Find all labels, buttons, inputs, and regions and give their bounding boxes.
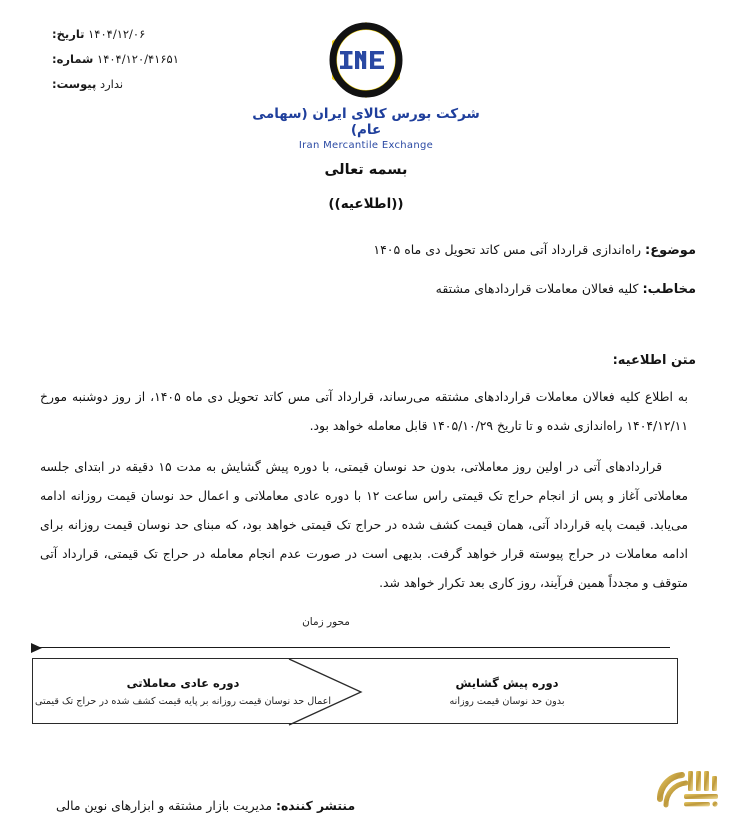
meta-row-date — [52, 22, 252, 47]
footer-publisher-label: منتشر کننده: — [276, 798, 356, 813]
company-logo — [246, 20, 486, 153]
body-paragraph-2 — [40, 452, 688, 597]
preopening-title: دوره پیش گشایش — [455, 676, 559, 690]
meta-row-attachment — [52, 72, 252, 97]
footer-publisher — [36, 798, 696, 813]
audience-line — [36, 278, 696, 301]
audience-label: مخاطب: — [642, 282, 696, 297]
body-heading: متن اطلاعیه: — [612, 353, 696, 368]
body-paragraph-1-text: به اطلاع کلیه فعالان معاملات قراردادهای مشتقه می‌رساند، قرارداد آتی مس کاتد تحویل دی ماه ۱۴۰۵، از روز دوشنبه مورخ ۱۴۰۴/۱۲/۱۱ راه‌اندازی شده و تا تاریخ ۱۴۰۵/۱۰/۲۹ قابل معامله خواهد بود. — [40, 389, 688, 433]
meta-row-number — [52, 47, 252, 72]
meta-label-date: تاریخ: — [52, 27, 85, 41]
meta-label-attachment: پیوست: — [52, 77, 97, 91]
timeline-diagram — [30, 616, 702, 728]
subject-value: راه‌اندازی قرارداد آتی مس کاتد تحویل دی ماه ۱۴۰۵ — [373, 242, 642, 257]
logo-company-name-en: Iran Mercantile Exchange — [298, 140, 434, 151]
normal-session-subtitle: اعمال حد نوسان قیمت روزانه بر پایه قیمت کشف شده در حراج تک قیمتی — [34, 696, 332, 707]
ime-logo-icon — [324, 20, 408, 100]
timeline-axis-line — [32, 647, 670, 648]
timeline-arrow-icon — [31, 643, 42, 653]
notice-title: ((اطلاعیه)) — [328, 196, 404, 212]
preopening-subtitle: بدون حد نوسان قیمت روزانه — [449, 696, 565, 707]
timeline-axis — [32, 643, 678, 653]
body-paragraph-2-text: قراردادهای آتی در اولین روز معاملاتی، بدون حد نوسان قیمتی، با دوره پیش گشایش به مدت ۱۵ دقیقه در ابتدای جلسه معاملاتی آغاز و پس از انجام حراج تک قیمتی راس ساعت ۱۲ با دوره عادی معاملاتی و اعمال حد نوسان قیمت روزانه ادامه می‌یابد. قیمت پایه قرارداد آتی، همان قیمت کشف شده در حراج تک قیمتی خواهد بود، که مبنای حد نوسان قیمت روزانه برای ادامه معاملات در حراج پیوسته قرار خواهد گرفت. بدیهی است در صورت عدم انجام معامله در حراج تک قیمتی، قرارداد آتی متوقف و مجدداً همین فرآیند، روز کاری بعد تکرار خواهد شد. — [40, 459, 688, 590]
footer-publisher-value: مدیریت بازار مشتقه و ابزارهای نوین مالی — [56, 798, 273, 813]
subject-line — [36, 239, 696, 262]
timeline-axis-label: محور زمان — [302, 616, 350, 628]
meta-value-attachment: ندارد — [99, 77, 124, 91]
subject-label: موضوع: — [645, 243, 696, 258]
body-paragraph-1 — [40, 382, 688, 440]
basmala-title: بسمه تعالی — [324, 162, 408, 178]
timeline-segment-normal-session — [33, 659, 333, 725]
header-meta-block — [52, 22, 252, 97]
meta-value-number: ۱۴۰۴/۱۲۰/۴۱۶۵۱ — [97, 52, 179, 66]
meta-label-number: شماره: — [52, 52, 94, 66]
audience-value: کلیه فعالان معاملات قراردادهای مشتقه — [435, 281, 639, 296]
footer-publisher-inner — [56, 798, 355, 813]
normal-session-title: دوره عادی معاملاتی — [126, 676, 240, 690]
logo-company-name-fa: شرکت بورس کالای ایران (سهامی عام) — [252, 106, 480, 138]
timeline-band — [32, 658, 678, 724]
meta-value-date: ۱۴۰۴/۱۲/۰۶ — [88, 27, 146, 41]
timeline-segment-preopening — [337, 659, 677, 725]
